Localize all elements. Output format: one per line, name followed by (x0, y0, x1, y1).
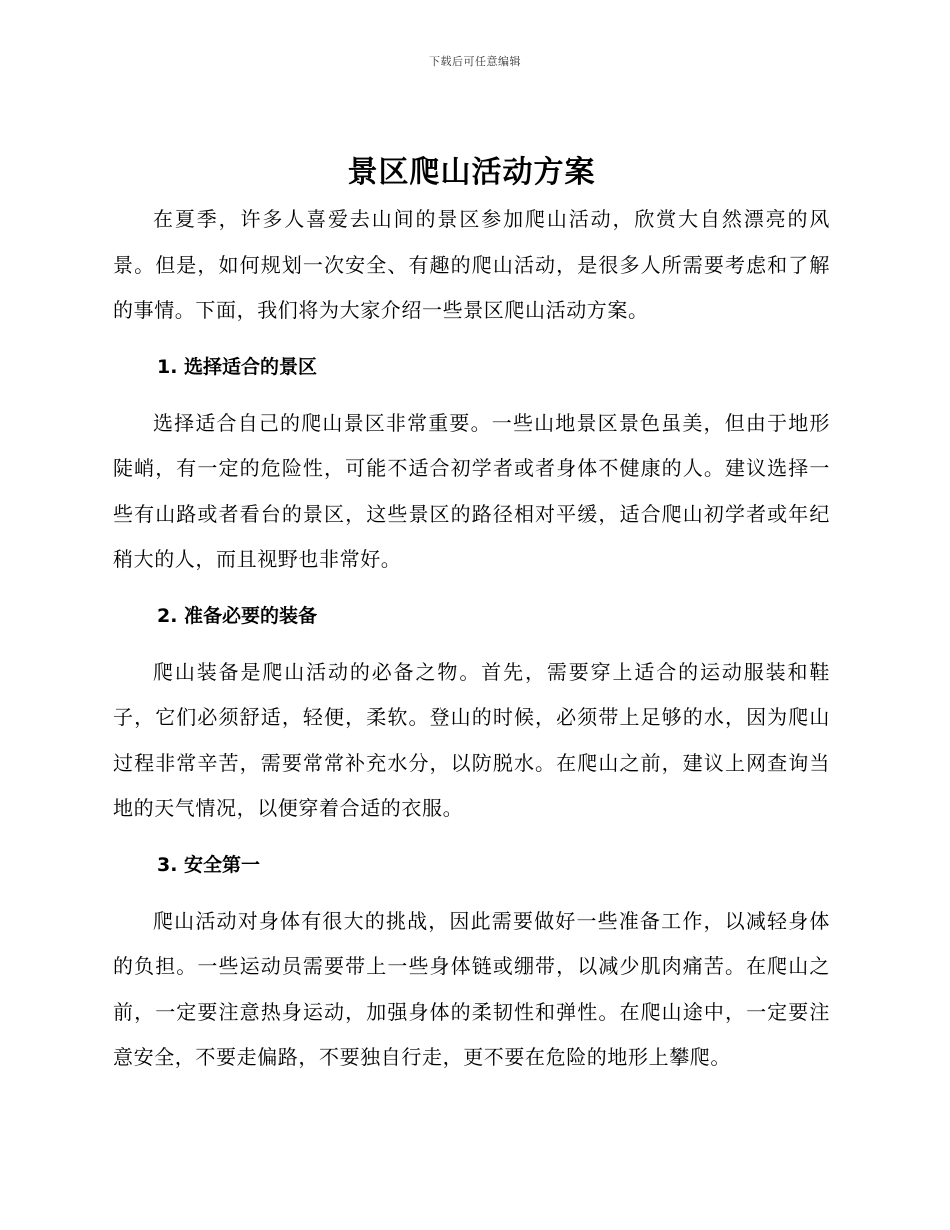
section-heading-2: 2. 准备必要的装备 (157, 604, 318, 627)
section-paragraph-3: 爬山活动对身体有很大的挑战，因此需要做好一些准备工作，以减轻身体的负担。一些运动员需要带上一些身体链或绷带，以减少肌肉痛苦。在爬山之前，一定要注意热身运动，加强身体的柔韧性和弹性。在爬山途中，一定要注意安全，不要走偏路，不要独自行走，更不要在危险的地形上攀爬。 (113, 908, 830, 1069)
document-title: 景区爬山活动方案 (347, 155, 596, 190)
document-body (113, 150, 830, 1081)
section-paragraph-1: 选择适合自己的爬山景区非常重要。一些山地景区景色虽美，但由于地形陡峭，有一定的危险性，可能不适合初学者或者身体不健康的人。建议选择一些有山路或者看台的景区，这些景区的路径相对平缓，适合爬山初学者或年纪稍大的人，而且视野也非常好。 (113, 410, 830, 571)
intro-paragraph: 在夏季，许多人喜爱去山间的景区参加爬山活动，欣赏大自然漂亮的风景。但是，如何规划一次安全、有趣的爬山活动，是很多人所需要考虑和了解的事情。下面，我们将为大家介绍一些景区爬山活动方案。 (113, 207, 830, 322)
page-header-note: 下载后可任意编辑 (429, 55, 521, 68)
section-heading-1: 1. 选择适合的景区 (157, 355, 318, 378)
section-paragraph-2: 爬山装备是爬山活动的必备之物。首先，需要穿上适合的运动服装和鞋子，它们必须舒适，轻便，柔软。登山的时候，必须带上足够的水，因为爬山过程非常辛苦，需要常常补充水分，以防脱水。在爬山之前，建议上网查询当地的天气情况，以便穿着合适的衣服。 (113, 659, 830, 820)
section-heading-3: 3. 安全第一 (157, 853, 261, 876)
